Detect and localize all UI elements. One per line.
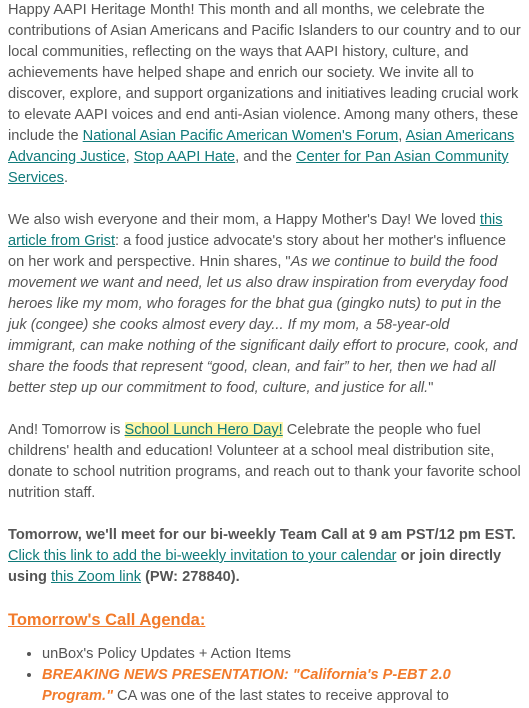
calendar-invite-link[interactable]: Click this link to add the bi-weekly invitation to your calendar (8, 548, 397, 564)
join-text: or join directly using (8, 548, 502, 585)
period-text: . (63, 170, 69, 186)
aapi-heritage-paragraph (8, 0, 521, 189)
agenda-item-text: unBox's Policy Updates + Action Items (42, 646, 291, 662)
separator-text: , and the (235, 149, 297, 165)
separator-text: , (125, 149, 134, 165)
school-lunch-paragraph (8, 420, 521, 504)
separator-text: , (398, 128, 406, 144)
password-text: (PW: 278840). (141, 569, 240, 585)
school-lunch-body-text: Celebrate the people who fuel childrens' health and education! Volunteer at a school meal distribution site, donate to school nutrition programs, and reach out to thank your favorite school nutrition staff. (8, 422, 521, 501)
napawf-link[interactable]: National Asian Pacific American Women's Forum (82, 128, 399, 144)
team-call-paragraph (8, 525, 521, 588)
stop-aapi-hate-link[interactable]: Stop AAPI Hate (133, 149, 236, 165)
mothers-day-intro-text: We also wish everyone and their mom, a Happy Mother's Day! We loved (8, 212, 480, 228)
cpacs-link[interactable]: Center for Pan Asian Community Services (8, 149, 509, 186)
agenda-item-text: CA was one of the last states to receive approval to (113, 688, 449, 704)
aaaj-link[interactable]: Asian Americans Advancing Justice (8, 128, 515, 165)
grist-description-text: : a food justice advocate's story about her mother's influence on her work and perspective. Hnin shares, " (8, 233, 506, 270)
agenda-heading: Tomorrow's Call Agenda: (8, 611, 206, 629)
school-lunch-intro-text: And! Tomorrow is (8, 422, 125, 438)
agenda-item (42, 644, 521, 665)
school-lunch-hero-day-link[interactable]: School Lunch Hero Day! (124, 422, 283, 438)
team-call-intro-text: Tomorrow, we'll meet for our bi-weekly Team Call at 9 am PST/12 pm EST. (8, 527, 516, 543)
breaking-news-label: BREAKING NEWS PRESENTATION: "California's P-EBT 2.0 Program." (42, 667, 451, 704)
agenda-item (42, 665, 521, 707)
grist-article-link[interactable]: this article from Grist (8, 212, 503, 249)
hnin-quote: As we continue to build the food movement we want and need, let us also draw inspiration from everyday food heroes like my mom, who forages for the bhat gua (gingko nuts) to put in the juk (congee) she cooks almost every day... If my mom, a 58-year-old immigrant, can make nothing of the significant daily effort to procure, cook, and share the foods that represent “good, clean, and fair” to her, then we had all better step up our commitment to food, culture, and justice for all. (8, 254, 518, 396)
mothers-day-paragraph (8, 210, 521, 399)
quote-end-text: " (428, 380, 434, 396)
agenda-list (8, 644, 521, 707)
zoom-link[interactable]: this Zoom link (50, 569, 142, 585)
aapi-intro-text: Happy AAPI Heritage Month! This month and all months, we celebrate the contributions of Asian Americans and Pacific Islanders to our country and to our local communities, reflecting on the ways that AAPI history, culture, and achievements have helped shape and enrich our society. We invite all to discover, explore, and support organizations and initiatives leading crucial work to elevate AAPI voices and end anti-Asian violence. Among many others, these include the (8, 2, 521, 144)
